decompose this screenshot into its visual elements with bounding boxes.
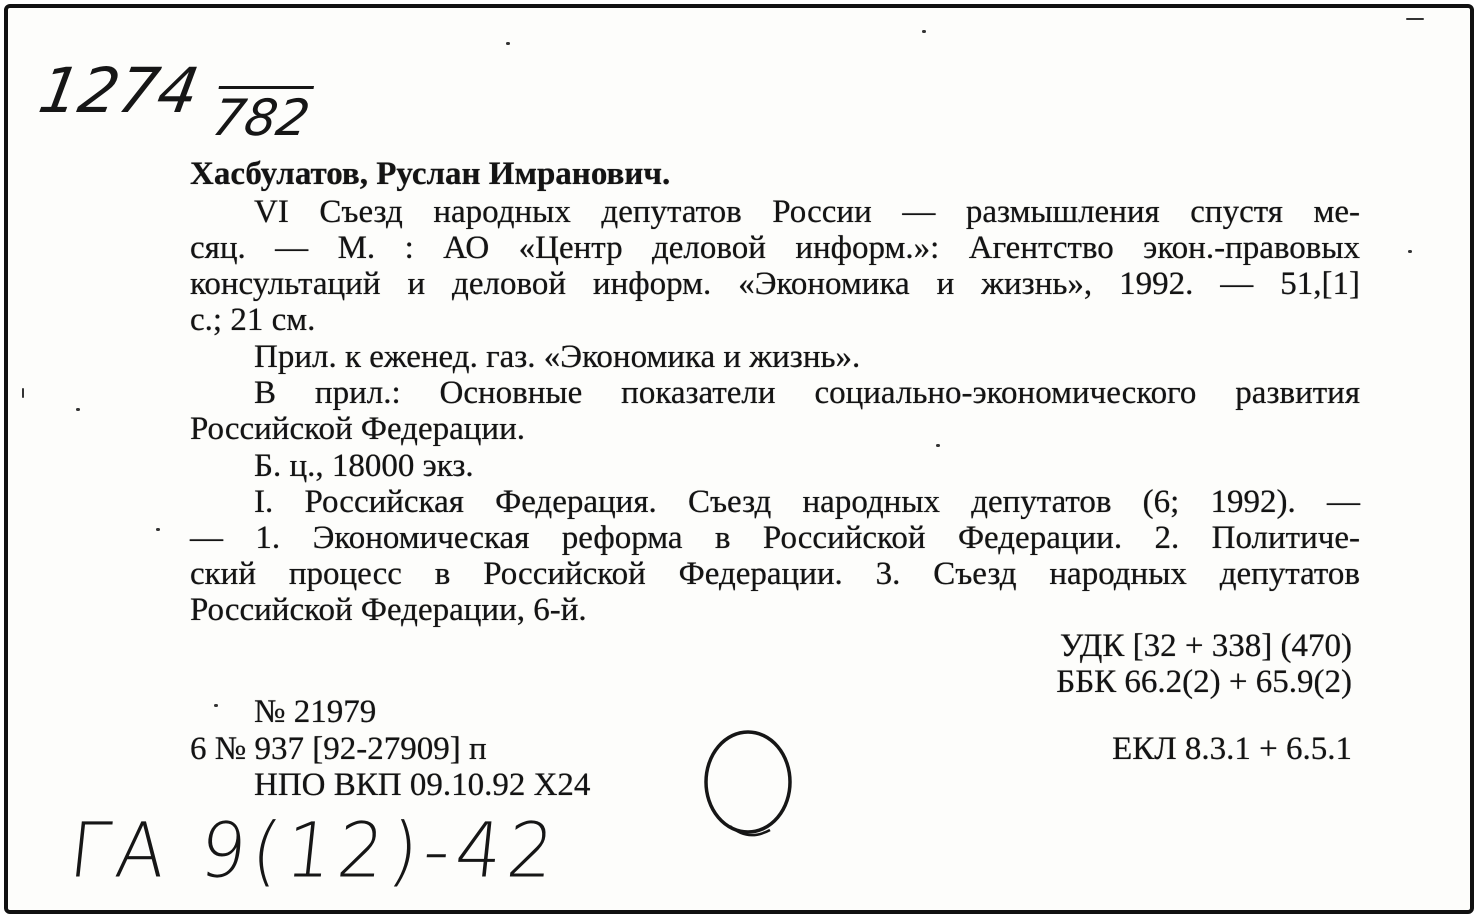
handwritten-fraction: 782 xyxy=(209,86,314,143)
entry-line-5: Прил. к еженед. газ. «Экономика и жизнь». xyxy=(254,339,861,375)
entry-line-10: — 1. Экономическая реформа в Российской Федерации. 2. Политиче- xyxy=(190,520,1360,556)
registry-code: 6 № 937 [92-27909] п xyxy=(190,731,487,767)
speck xyxy=(214,704,218,707)
speck xyxy=(156,528,160,531)
entry-line-2: сяц. — М. : АО «Центр деловой информ.»: Агентство экон.-правовых xyxy=(190,230,1360,266)
entry-line-6: В прил.: Основные показатели социально-экономического развития xyxy=(254,375,1360,411)
entry-line-4: с.; 21 см. xyxy=(190,302,316,338)
handwritten-shelf-code: ГА 9(12)-42 xyxy=(65,805,565,895)
entry-line-9: I. Российская Федерация. Съезд народных депутатов (6; 1992). — xyxy=(254,484,1360,520)
speck xyxy=(1386,910,1390,913)
handwritten-number: 1274 xyxy=(33,54,205,127)
speck xyxy=(506,42,510,45)
ekl-code: ЕКЛ 8.3.1 + 6.5.1 xyxy=(1112,731,1352,767)
entry-line-11: ский процесс в Российской Федерации. 3. Съезд народных депутатов xyxy=(190,556,1360,592)
speck xyxy=(922,30,926,33)
entry-line-8: Б. ц., 18000 экз. xyxy=(254,448,474,484)
npo-stamp: НПО ВКП 09.10.92 Х24 xyxy=(254,767,591,803)
speck xyxy=(76,408,80,411)
speck xyxy=(936,444,940,447)
udk-code: УДК [32 + 338] (470) xyxy=(1059,628,1352,664)
speck xyxy=(1408,250,1412,253)
catalog-card xyxy=(4,4,1474,914)
entry-line-7: Российской Федерации. xyxy=(190,411,525,447)
speck xyxy=(22,388,24,398)
speck xyxy=(1406,18,1424,20)
bbk-code: ББК 66.2(2) + 65.9(2) xyxy=(1056,664,1352,700)
entry-line-3: консультаций и деловой информ. «Экономика и жизнь», 1992. — 51,[1] xyxy=(190,266,1360,302)
entry-line-12: Российской Федерации, 6-й. xyxy=(190,592,587,628)
entry-line-1: VI Съезд народных депутатов России — размышления спустя ме- xyxy=(254,194,1360,230)
registry-number: № 21979 xyxy=(254,694,377,730)
author-heading: Хасбулатов, Руслан Имранович. xyxy=(190,156,671,192)
punch-hole xyxy=(700,726,800,846)
